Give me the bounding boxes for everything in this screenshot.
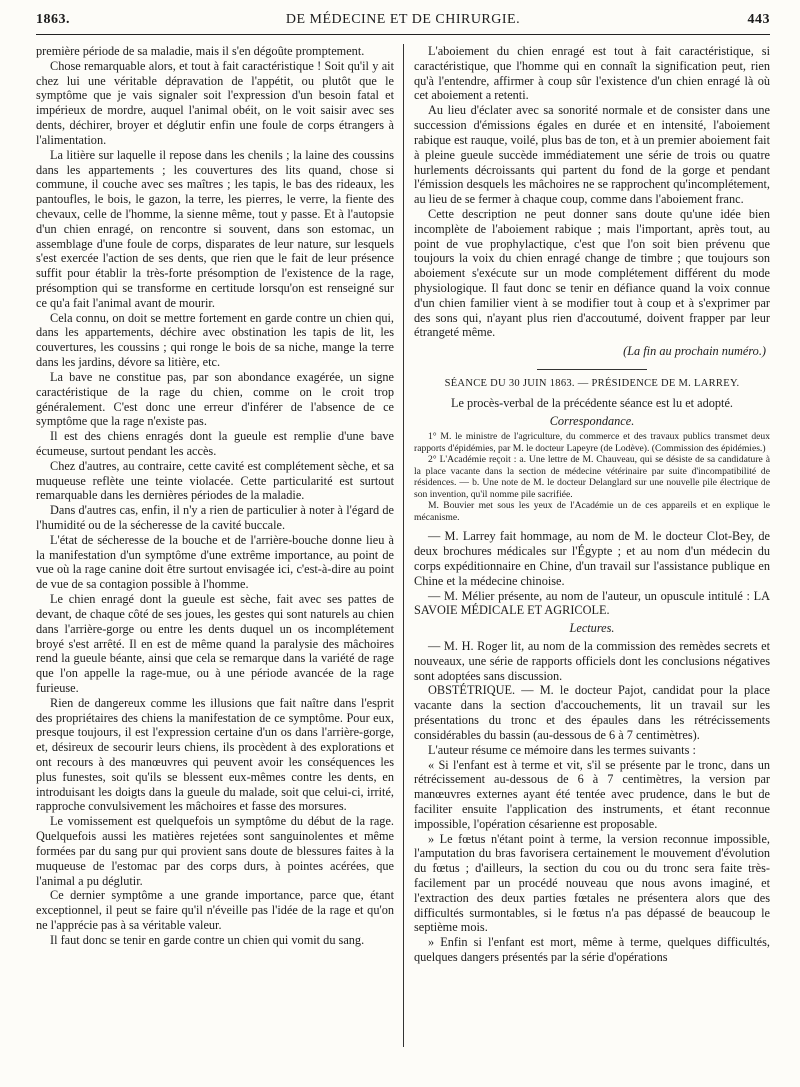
correspondance-item: 2° L'Académie reçoit : a. Une lettre de M. Chauveau, qui se désiste de sa candidature à la place vacante dans la section de médecine vétérinaire par suite d'incompatibilité de résidences. — b. Une note de M. le docteur Delanglard sur une nouvelle pile électrique de son invention, qu'il nomme pile sacrifiée. <box>414 454 770 500</box>
paragraph: Rien de dangereux comme les illusions que fait naître dans l'esprit des propriétaires des chiens la manifestation de ce symptôme. Pour eux, presque toujours, il est l'expression certaine d'un os dans l'arrière-gorge, et, désireux de secourir leurs chiens, ils procèdent à des explorations et ont recours à des manœuvres qui peuvent avoir les conséquences les plus funestes, soit qu'ils se blessent eux-mêmes contre les dents, en introduisant les doigts dans la gueule du malade, soit que celui-ci, irrité, rapproche convulsivement les mâchoires et fasse des morsures. <box>36 695 394 814</box>
paragraph: Ce dernier symptôme a une grande importance, parce que, étant exceptionnel, il peut se faire qu'il n'éveille pas l'idée de la rage et qu'on ne l'apprécie pas à sa véritable valeur. <box>36 888 394 932</box>
correspondance-heading: Correspondance. <box>549 413 635 428</box>
paragraph: Le chien enragé dont la gueule est sèche, fait avec ses pattes de devant, de chaque côté de ses joues, les gestes qui sont naturels au chien dans l'arrière-gorge ou entre les dents duquel un os incomplétement broyé s'est arrêté. Il en est de même quand la paralysie des mâchoires rend la gueule béante, ainsi que cela se remarque dans la variété de rage que l'on appelle la rage-mue, ou à une période avancée de la rage furieuse. <box>36 592 394 695</box>
paragraph: » Le fœtus n'étant point à terme, la version reconnue impossible, l'amputation du bras favorisera certainement le mouvement d'évolution du fœtus ; d'ailleurs, la section du cou ou du tronc sera faite très-facilement par un procédé nouveau que nous avons imaginé, et l'extraction des deux parties fœtales ne présentera alors que des difficultés surmontables, si le fœtus n'a pas dépassé de beaucoup le septième mois. <box>414 831 770 935</box>
paragraph: première période de sa maladie, mais il s'en dégoûte promptement. <box>36 44 365 58</box>
paragraph: Chose remarquable alors, et tout à fait caractéristique ! Soit qu'il y ait chez lui une véritable dépravation de l'appétit, ou plutôt que le symptôme que je vais signaler soit l'expression d'un besoin fatal et impérieux de mordre, auquel l'animal obéit, on le voit saisir avec ses dents, déchirer, broyer et déglutir enfin une foule de corps étrangers à l'alimentation. <box>36 58 394 147</box>
paragraph: L'auteur résume ce mémoire dans les termes suivants : <box>428 742 696 757</box>
paragraph: Dans d'autres cas, enfin, il n'y a rien de particulier à noter à l'égard de l'humidité ou de la sécheresse de la cavité buccale. <box>36 503 394 532</box>
header-year: 1863. <box>36 12 70 27</box>
left-column <box>36 44 394 948</box>
right-column <box>414 44 770 965</box>
paragraph: « Si l'enfant est à terme et vit, s'il se présente par le tronc, dans un rétrécissement au-dessous de 6 à 7 centimètres, la version par manœuvres externes ayant été tentée avec prudence, dans le but de faciliter ensuite l'application des instruments, et étant reconnue impossible, l'opération césarienne est proposable. <box>414 757 770 831</box>
paragraph: Chez d'autres, au contraire, cette cavité est complétement sèche, et sa muqueuse reflète une teinte violacée. Cette particularité est surtout remarquable dans les dernières périodes de la maladie. <box>36 458 394 503</box>
correspondance-item: M. Bouvier met sous les yeux de l'Académie un de ces appareils et en explique le mécanisme. <box>414 500 770 523</box>
paragraph: — M. Larrey fait hommage, au nom de M. le docteur Clot-Bey, de deux brochures médicales sur l'Égypte ; et au nom d'un médecin du corps expéditionnaire en Chine, d'un travail sur l'assistance publique en Chine et la médecine chinoise. <box>414 529 770 588</box>
paragraph: OBSTÉTRIQUE. — M. le docteur Pajot, candidat pour la place vacante dans la section d'accouchements, lit un travail sur les présentations du tronc et des épaules dans les rétrécissements considérables du bassin (au-dessous de 6 à 7 centimètres). <box>414 683 770 742</box>
header-title: DE MÉDECINE ET DE CHIRURGIE. <box>285 12 521 27</box>
paragraph: — M. Mélier présente, au nom de l'auteur, un opuscule intitulé : LA SAVOIE MÉDICALE ET AGRICOLE. <box>414 588 770 618</box>
paragraph: Cela connu, on doit se mettre fortement en garde contre un chien qui, dans les appartements, déchire avec obstination les tapis de lit, les couvertures, les coussins ; qui ronge le bois de sa niche, mange la terre dans les jardins, dévore sa litière, etc. <box>36 310 394 370</box>
paragraph: » Enfin si l'enfant est mort, même à terme, quelques difficultés, quelques dangers présentés par la série d'opérations <box>414 935 770 965</box>
paragraph: La bave ne constitue pas, par son abondance exagérée, un signe caractéristique de la rage du chien, comme on le croit trop généralement. C'est donc une erreur d'inférer de l'absence de ce symptôme que la rage n'existe pas. <box>36 369 394 429</box>
seance-heading: SÉANCE DU 30 JUIN 1863. — PRÉSIDENCE DE M. LARREY. <box>444 378 740 390</box>
section-rule <box>537 369 647 370</box>
paragraph: Cette description ne peut donner sans doute qu'une idée bien incomplète de l'aboiement rabique ; mais l'important, après tout, au point de vue prophylactique, c'est que l'on soit bien prévenu que toujours la voix du chien enragé change de timbre ; que toujours son aboiement s'exécute sur un mode complétement différent du mode physiologique. Il faut donc se tenir en défiance quand la voix connue d'un chien familier vient à se modifier tout à coup et à s'exprimer par des sons qui, n'ayant plus rien d'accoutumé, doivent frapper par leur étrangeté même. <box>414 206 770 340</box>
paragraph: L'état de sécheresse de la bouche et de l'arrière-bouche donne lieu à la manifestation d'un symptôme d'une extrême importance, au point de vue où la rage canine doit être surtout envisagée ici, c'est-à-dire au point de vue de sa contagion possible à l'homme. <box>36 532 394 592</box>
proces-verbal: Le procès-verbal de la précédente séance est lu et adopté. <box>451 395 733 410</box>
page-number: 443 <box>747 12 770 27</box>
paragraph: Il est des chiens enragés dont la gueule est remplie d'une bave écumeuse, surtout pendant les accès. <box>36 429 394 458</box>
paragraph: L'aboiement du chien enragé est tout à fait caractéristique, si caractéristique, que l'homme qui en connaît la signification peut, rien qu'à l'entendre, affirmer à coup sûr l'existence d'un chien enragé là où cet aboiement a retenti. <box>414 44 770 103</box>
running-header <box>36 10 770 34</box>
header-rule <box>36 34 770 35</box>
paragraph: La litière sur laquelle il repose dans les chenils ; la laine des coussins dans les appartements ; les couvertures des lits quand, chose si commune, il couche avec ses maîtres ; les tapis, le bas des rideaux, les pantoufles, le bois, le gazon, la terre, les pierres, le verre, la fiente des chevaux, celle de l'homme, la sienne même, tout y passe. Et à l'autopsie d'un chien enragé, on rencontre si souvent, dans son estomac, un assemblage d'une foule de corps, disparates de leur nature, sur lesquels s'est exercée l'action de ses dents, que rien que le fait de leur présence suffit pour établir la très-forte présomption de l'existence de la rage, présomption qui se transforme en certitude lorsqu'on est renseigné sur ce qu'a fait l'animal avant de mourir. <box>36 147 394 310</box>
paragraph: Le vomissement est quelquefois un symptôme du début de la rage. Quelquefois aussi les matières rejetées sont sanguinolentes et même formées par du sang pur qui provient sans doute de blessures faites à la muqueuse de l'estomac par des corps durs, à pointes acérées, que l'animal a pu déglutir. <box>36 814 394 888</box>
paragraph: Il faut donc se tenir en garde contre un chien qui vomit du sang. <box>50 932 365 947</box>
paragraph: Au lieu d'éclater avec sa sonorité normale et de consister dans une succession d'émissions égales en durée et en intensité, l'aboiement rabique est rauque, voilé, plus bas de ton, et à un premier aboiement fait à pleine gueule succède immédiatement une série de trois ou quatre hurlements décroissants qui partent du fond de la gorge et pendant l'émission desquels les mâchoires ne se rapprochent qu'incomplétement, au lieu de se fermer à chaque coup, comme dans l'aboiement franc. <box>414 103 770 207</box>
continued-note: (La fin au prochain numéro.) <box>623 344 766 359</box>
lectures-heading: Lectures. <box>569 621 615 636</box>
correspondance-item: 1° M. le ministre de l'agriculture, du commerce et des travaux publics transmet deux rapports d'épidémies, par M. le docteur Lapeyre (de Lodève). (Commission des épidémies.) <box>414 431 770 454</box>
paragraph: — M. H. Roger lit, au nom de la commission des remèdes secrets et nouveaux, une série de rapports officiels dont les conclusions négatives sont adoptées sans discussion. <box>414 639 770 683</box>
column-divider <box>403 44 404 1047</box>
